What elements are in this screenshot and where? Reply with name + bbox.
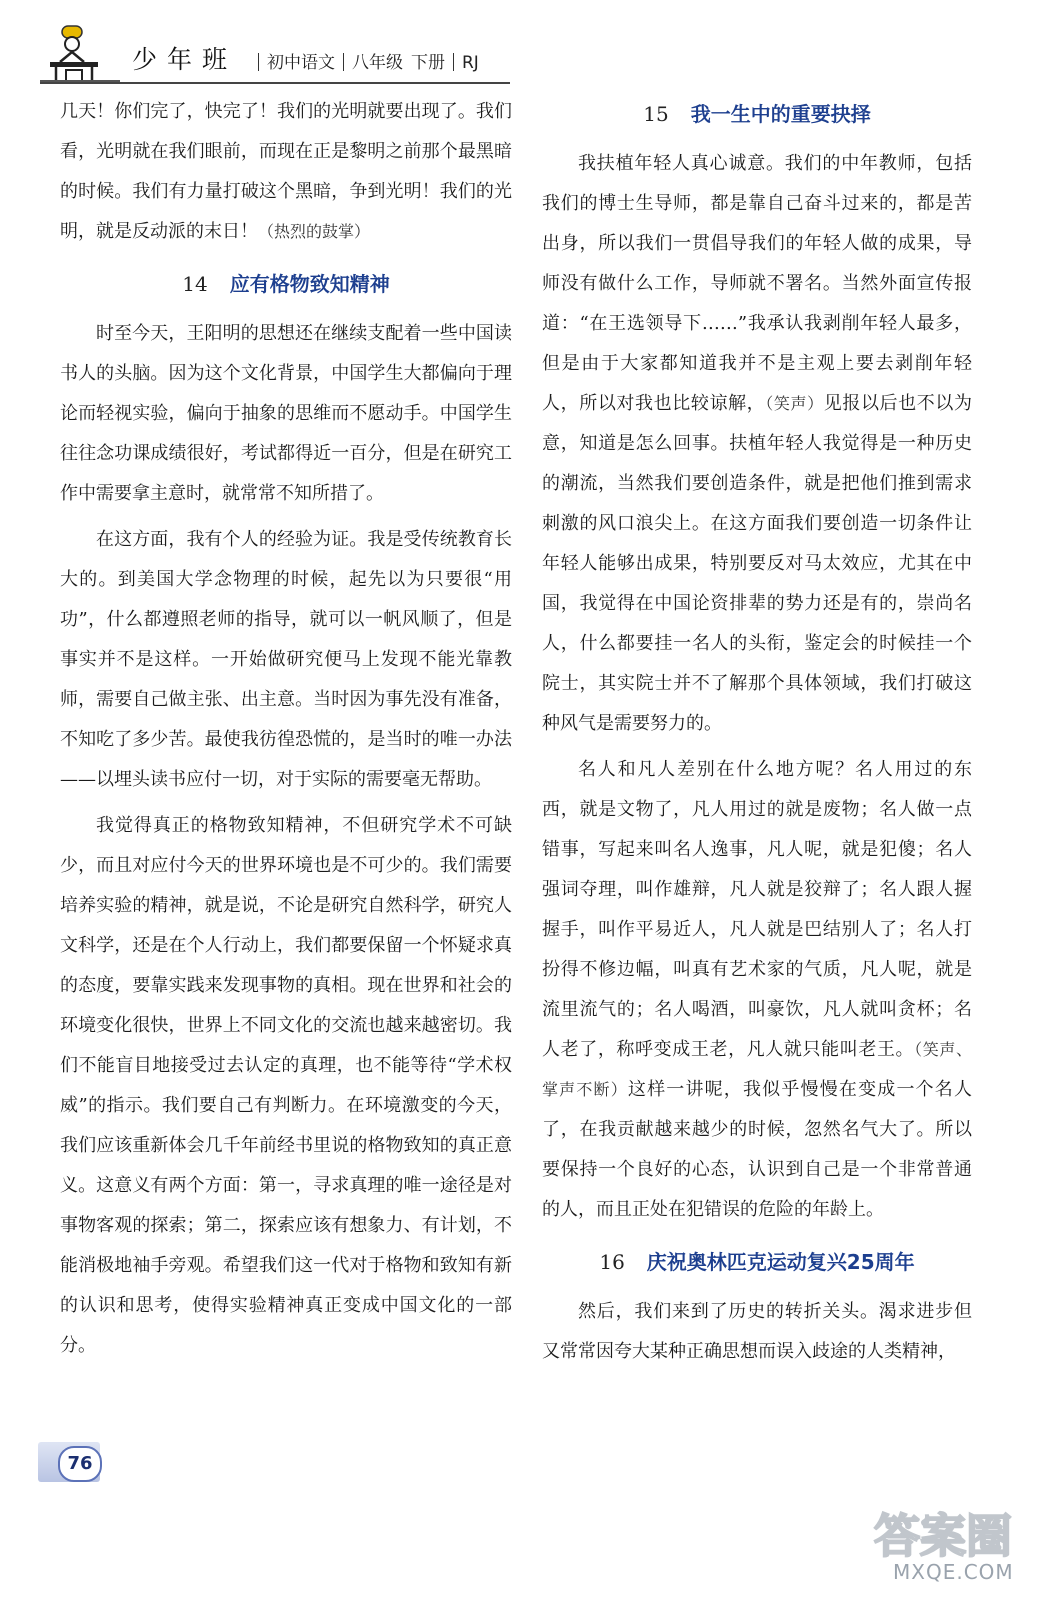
speech-ending-paragraph (60, 92, 512, 252)
body-paragraph: 然后，我们来到了历史的转折关头。渴求进步但又常常因夸大某种正确思想而误入歧途的人类精神， (542, 1301, 972, 1362)
watermark-text: 答案圈 (874, 1509, 1012, 1563)
student-desk-logo-icon (40, 22, 120, 84)
divider (453, 53, 454, 71)
section-title: 庆祝奥林匹克运动复兴25周年 (646, 1250, 915, 1274)
stage-direction: （笑声、掌声不断） (542, 1040, 972, 1099)
section-title: 应有格物致知精神 (229, 272, 390, 296)
page-number: 76 (58, 1446, 102, 1482)
watermark-url: MXQE.COM (893, 1560, 1014, 1584)
divider (258, 53, 259, 71)
section-title: 我一生中的重要抉择 (690, 102, 871, 126)
paragraph-text: 我扶植年轻人真心诚意。我们的中年教师，包括我们的博士生导师，都是靠自己奋斗过来的，都是苦出身，所以我们一贯倡导我们的年轻人做的成果，导师没有做什么工作，导师就不署名。当然外面宣传报道：“在王选领导下……”我承认我剥削年轻人最多，但是由于大家都知道我并不是主观上要去剥削年轻人，所以对我也比较谅解， (542, 153, 972, 414)
brand-name: 少年班 (132, 45, 238, 74)
section-16-heading (542, 1240, 972, 1284)
body-paragraph: 时至今天，王阳明的思想还在继续支配着一些中国读书人的头脑。因为这个文化背景，中国学生大都偏向于理论而轻视实验，偏向于抽象的思维而不愿动手。中国学生往往念功课成绩很好，考试都得近一百分，但是在研究工作中需要拿主意时，就常常不知所措了。 (60, 323, 512, 504)
paragraph-text: 几天！你们完了，快完了！我们的光明就要出现了。我们看，光明就在我们眼前，而现在正是黎明之前那个最黑暗的时候。我们有力量打破这个黑暗，争到光明！我们的光明，就是反动派的末日！ (60, 101, 512, 242)
subject-label: 初中语文 (267, 53, 335, 73)
body-paragraph: 我觉得真正的格物致知精神，不但研究学术不可缺少，而且对应付今天的世界环境也是不可少的。我们需要培养实验的精神，就是说，不论是研究自然科学，研究人文科学，还是在个人行动上，我们都要保留一个怀疑求真的态度，要靠实践来发现事物的真相。现在世界和社会的环境变化很快，世界上不同文化的交流也越来越密切。我们不能盲目地接受过去认定的真理，也不能等待“学术权威”的指示。我们要自己有判断力。在环境激变的今天，我们应该重新体会几千年前经书里说的格物致知的真正意义。这意义有两个方面：第一，寻求真理的唯一途径是对事物客观的探索；第二，探索应该有想象力、有计划，不能消极地袖手旁观。希望我们这一代对于格物和致知有新的认识和思考，使得实验精神真正变成中国文化的一部分。 (60, 815, 512, 1356)
stage-direction: （热烈的鼓掌） (258, 222, 371, 241)
header-rule (40, 82, 510, 84)
edition-label: RJ (462, 53, 479, 73)
section-14-heading (60, 262, 512, 306)
volume-label: 下册 (411, 53, 445, 73)
page-header (40, 22, 520, 84)
paragraph-text: 这样一讲呢，我似乎慢慢在变成一个名人了，在我贡献越来越少的时候，忽然名气大了。所以要保持一个良好的心态，认识到自己是一个非常普通的人，而且正处在犯错误的危险的年龄上。 (542, 1079, 972, 1220)
left-column (60, 92, 512, 1366)
stage-direction: （笑声） (765, 394, 824, 413)
section-number: 16 (599, 1250, 625, 1274)
section-number: 14 (182, 272, 208, 296)
grade-label: 八年级 (352, 53, 403, 73)
section-15-heading (542, 92, 972, 136)
body-paragraph (542, 750, 972, 1230)
right-column (542, 92, 972, 1372)
body-paragraph: 在这方面，我有个人的经验为证。我是受传统教育长大的。到美国大学念物理的时候，起先以为只要很“用功”，什么都遵照老师的指导，就可以一帆风顺了，但是事实并不是这样。一开始做研究便马上发现不能光靠教师，需要自己做主张、出主意。当时因为事先没有准备，不知吃了多少苦。最使我彷徨恐慌的，是当时的唯一办法——以埋头读书应付一切，对于实际的需要毫无帮助。 (60, 529, 512, 790)
book-info (258, 48, 487, 73)
body-paragraph (542, 144, 972, 744)
paragraph-text: 见报以后也不以为意，知道是怎么回事。扶植年轻人我觉得是一种历史的潮流，当然我们要创造条件，就是把他们推到需求刺激的风口浪尖上。在这方面我们要创造一切条件让年轻人能够出成果，特别要反对马太效应，尤其在中国，我觉得在中国论资排辈的势力还是有的，崇尚名人，什么都要挂一名人的头衔，鉴定会的时候挂一个院士，其实院士并不了解那个具体领域，我们打破这种风气是需要努力的。 (542, 393, 972, 734)
divider (343, 53, 344, 71)
section-number: 15 (643, 102, 669, 126)
paragraph-text: 名人和凡人差别在什么地方呢？名人用过的东西，就是文物了，凡人用过的就是废物；名人做一点错事，写起来叫名人逸事，凡人呢，就是犯傻；名人强词夺理，叫作雄辩，凡人就是狡辩了；名人跟人握握手，叫作平易近人，凡人就是巴结别人了；名人打扮得不修边幅，叫真有艺术家的气质，凡人呢，就是流里流气的；名人喝酒，叫豪饮，凡人就叫贪杯；名人老了，称呼变成王老，凡人就只能叫老王。 (542, 759, 972, 1060)
